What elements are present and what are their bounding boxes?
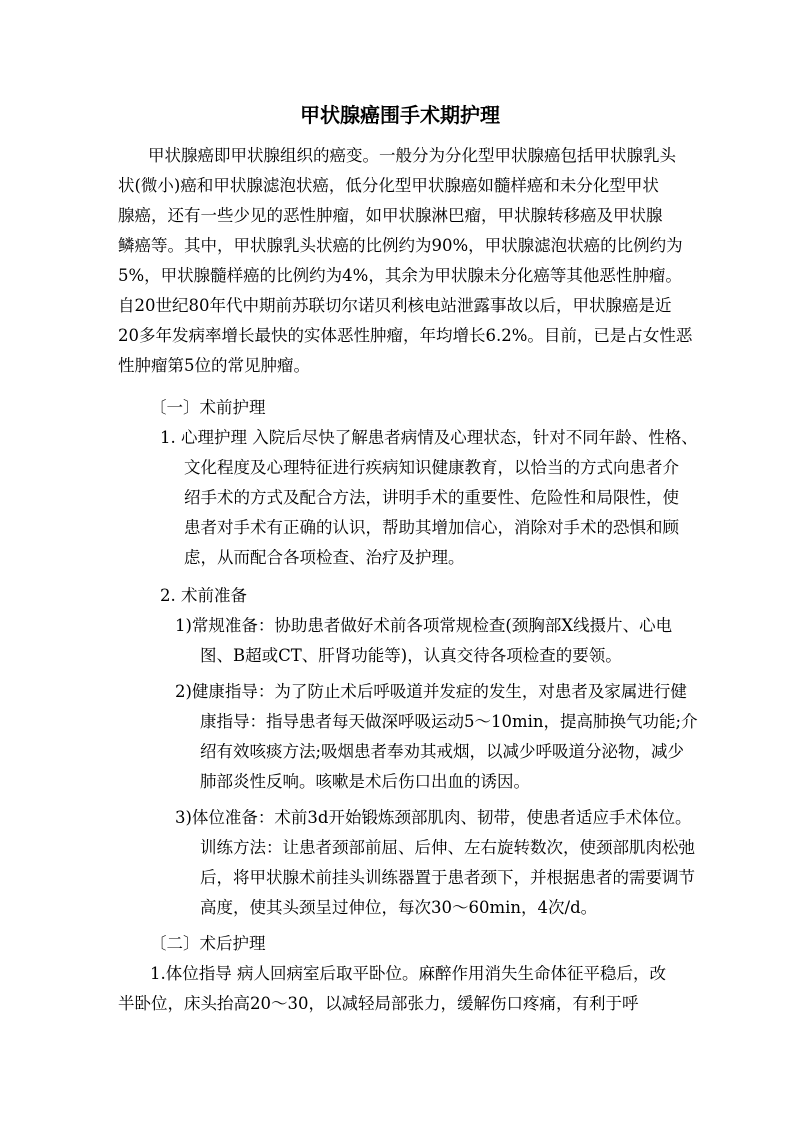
position-prep-line: 3)体位准备：术前3d开始锻炼颈部肌肉、韧带，使患者适应手术体位。: [175, 808, 692, 827]
psych-care-line: 1. 心理护理 入院后尽快了解患者病情及心理状态，针对不同年龄、性格、: [160, 428, 698, 447]
position-prep-line: 训练方法：让患者颈部前屈、后伸、左右旋转数次，使颈部肌肉松弛: [200, 838, 695, 857]
postop-position-line: 半卧位，床头抬高20～30，以减轻局部张力，缓解伤口疼痛，有利于呼: [118, 994, 639, 1013]
routine-prep-line: 1)常规准备：协助患者做好术前各项常规检查(颈胸部X线摄片、心电: [175, 616, 673, 635]
postop-position-line: 1.体位指导 病人回病室后取平卧位。麻醉作用消失生命体征平稳后，改: [150, 964, 666, 983]
psych-care-line: 绍手术的方式及配合方法，讲明手术的重要性、危险性和局限性，使: [184, 488, 679, 507]
position-prep-line: 高度，使其头颈呈过伸位，每次30～60min，4次/d。: [200, 898, 598, 917]
intro-line: 状(微小)癌和甲状腺滤泡状癌，低分化型甲状腺癌如髓样癌和未分化型甲状: [118, 176, 659, 195]
section-heading-preop: 〔一〕术前护理: [150, 398, 266, 417]
intro-line: 自20世纪80年代中期前苏联切尔诺贝利核电站泄露事故以后，甲状腺癌是近: [118, 296, 672, 315]
preop-prep-heading: 2. 术前准备: [160, 586, 247, 605]
intro-line: 5%，甲状腺髓样癌的比例约为4%，其余为甲状腺未分化癌等其他恶性肿瘤。: [118, 266, 682, 285]
routine-prep-line: 图、B超或CT、肝肾功能等)，认真交待各项检查的要领。: [200, 646, 622, 665]
section-heading-postop: 〔二〕术后护理: [150, 934, 266, 953]
intro-line: 腺癌，还有一些少见的恶性肿瘤，如甲状腺淋巴瘤，甲状腺转移癌及甲状腺: [118, 206, 663, 225]
psych-care-line: 文化程度及心理特征进行疾病知识健康教育，以恰当的方式向患者介: [184, 458, 679, 477]
intro-line: 甲状腺癌即甲状腺组织的癌变。一般分为分化型甲状腺癌包括甲状腺乳头: [148, 146, 676, 165]
health-guide-line: 康指导：指导患者每天做深呼吸运动5～10min，提高肺换气功能;介: [200, 712, 698, 731]
intro-line: 性肿瘤第5位的常见肿瘤。: [118, 356, 310, 375]
health-guide-line: 2)健康指导：为了防止术后呼吸道并发症的发生，对患者及家属进行健: [175, 682, 687, 701]
intro-line: 20多年发病率增长最快的实体恶性肿瘤，年均增长6.2%。目前，已是占女性恶: [118, 326, 693, 345]
position-prep-line: 后，将甲状腺术前挂头训练器置于患者颈下，并根据患者的需要调节: [200, 868, 695, 887]
health-guide-line: 绍有效咳痰方法;吸烟患者奉劝其戒烟，以减少呼吸道分泌物，减少: [200, 742, 685, 761]
psych-care-line: 患者对手术有正确的认识，帮助其增加信心，消除对手术的恐惧和顾: [184, 518, 679, 537]
intro-line: 鳞癌等。其中，甲状腺乳头状癌的比例约为90%，甲状腺滤泡状癌的比例约为: [118, 236, 683, 255]
psych-care-line: 虑，从而配合各项检查、治疗及护理。: [184, 548, 465, 567]
health-guide-line: 肺部炎性反响。咳嗽是术后伤口出血的诱因。: [200, 772, 530, 791]
document-title: 甲状腺癌围手术期护理: [300, 103, 500, 127]
